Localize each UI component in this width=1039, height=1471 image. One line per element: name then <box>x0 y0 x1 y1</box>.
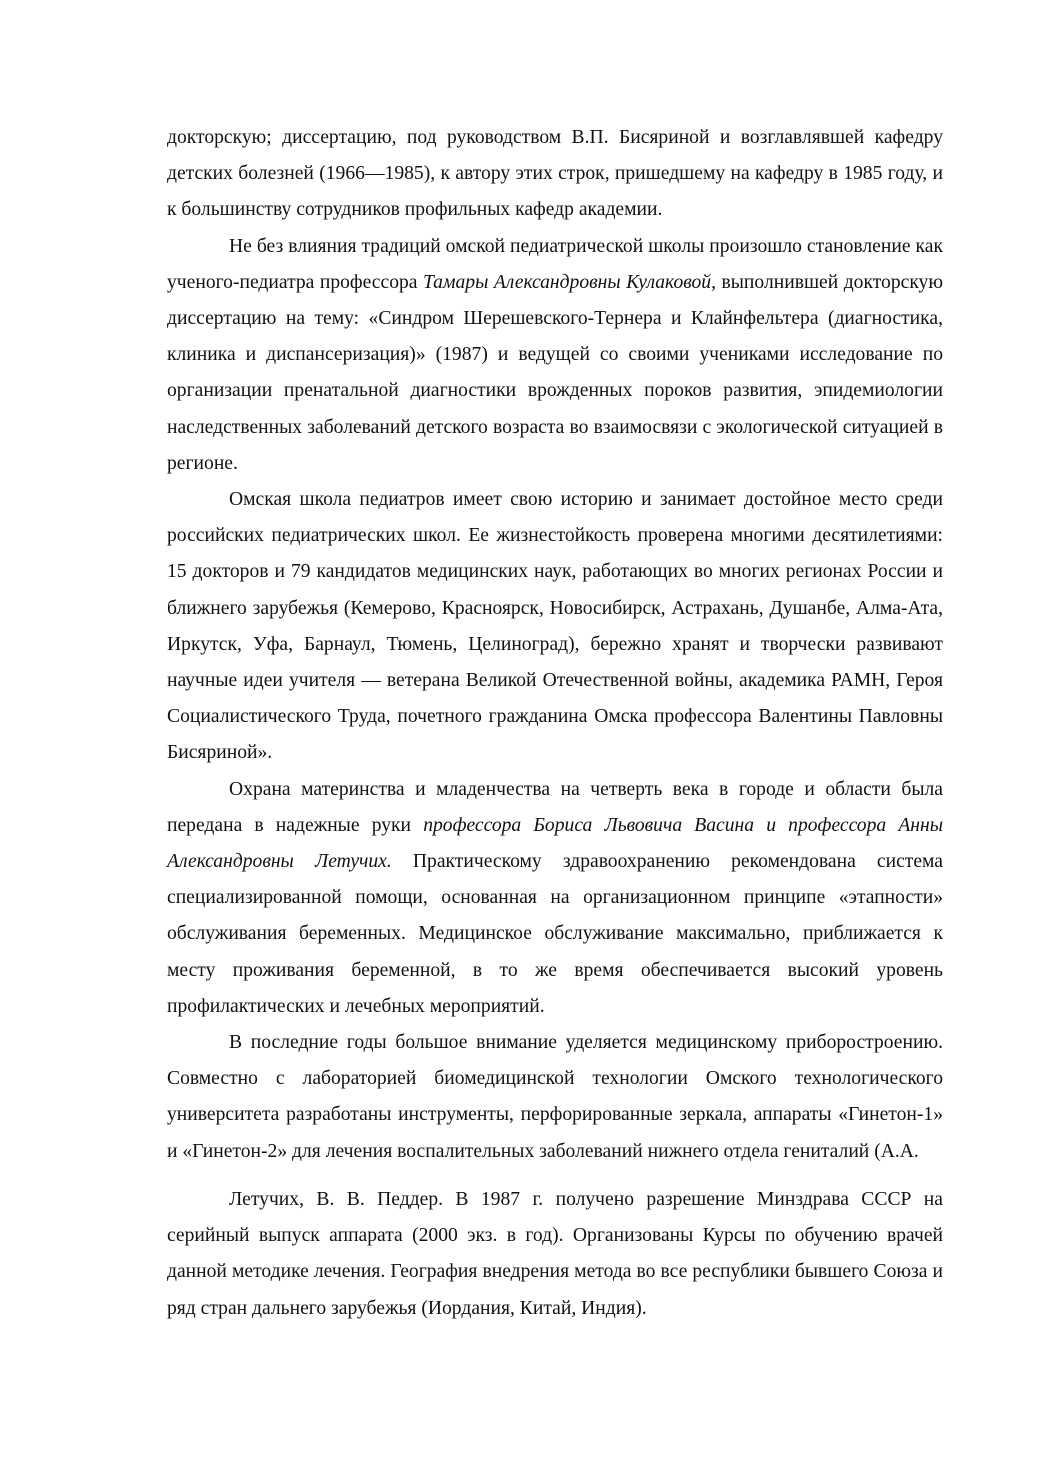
paragraph-4-text-b: Практическому здравоохранению рекомендована система специализированной помощи, основанная на организационном принципе «этапности» обслуживания беременных. Медицинское обслуживание максимально, приближается к месту проживания беременной, в то же время обеспечивается высокий уровень профилактических и лечебных мероприятий. <box>167 851 944 1017</box>
body-text <box>167 120 943 1327</box>
paragraph-5 <box>167 1025 943 1170</box>
paragraph-6 <box>167 1182 943 1327</box>
paragraph-4 <box>167 772 943 1025</box>
paragraph-1 <box>167 120 943 229</box>
paragraph-2 <box>167 229 943 482</box>
paragraph-4-text-a: Охрана материнства и младенчества на четверть века в городе и области была передана в надежные руки <box>167 778 943 836</box>
paragraph-1-text: докторскую; диссертацию, под руководством В.П. Бисяриной и возглавлявшей кафедру детских болезней (1966—1985), к автору этих строк, пришедшему на кафедру в 1985 году, и к большинству сотрудников профильных кафедр академии. <box>167 127 943 221</box>
paragraph-4-italic-names: профессора Бориса Львовича Васина и профессора Анны Александровны Летучих. <box>167 814 944 873</box>
paragraph-2-italic-name: Тамары Александровны Кулаковой, <box>422 271 717 293</box>
paragraph-2-text-b: выполнившей докторскую диссертацию на тему: «Синдром Шерешевского-Тернера и Клайнфельтера (диагностика, клиника и диспансеризация)» (1987) и ведущей со своими учениками исследование по организации пренатальной диагностики врожденных пороков развития, эпидемиологии наследственных заболеваний детского возраста во взаимосвязи с экологической ситуацией в регионе. <box>167 271 943 474</box>
paragraph-6-text: Летучих, В. В. Педдер. В 1987 г. получено разрешение Минздрава СССР на серийный выпуск аппарата (2000 экз. в год). Организованы Курсы по обучению врачей данной методике лечения. География внедрения метода во все республики бывшего Союза и ряд стран дальнего зарубежья (Иордания, Китай, Индия). <box>167 1188 943 1319</box>
paragraph-3-text: Омская школа педиатров имеет свою историю и занимает достойное место среди российских педиатрических школ. Ее жизнестойкость проверена многими десятилетиями: 15 докторов и 79 кандидатов медицинских наук, работающих во многих регионах России и ближнего зарубежья (Кемерово, Красноярск, Новосибирск, Астрахань, Душанбе, Алма-Ата, Иркутск, Уфа, Барнаул, Тюмень, Целиноград), бережно хранят и творчески развивают научные идеи учителя — ветерана Великой Отечественной войны, академика РАМН, Героя Социалистического Труда, почетного гражданина Омска профессора Валентины Павловны Бисяриной». <box>167 489 943 764</box>
paragraph-2-text-a: Не без влияния традиций омской педиатрической школы произошло становление как ученого-педиатра профессора <box>167 235 943 293</box>
paragraph-3 <box>167 482 943 772</box>
paragraph-5-text: В последние годы большое внимание уделяется медицинскому приборостроению. Совместно с лабораторией биомедицинской технологии Омского технологического университета разработаны инструменты, перфорированные зеркала, аппараты «Гинетон-1» и «Гинетон-2» для лечения воспалительных заболеваний нижнего отдела гениталий (А.А. <box>167 1032 943 1162</box>
